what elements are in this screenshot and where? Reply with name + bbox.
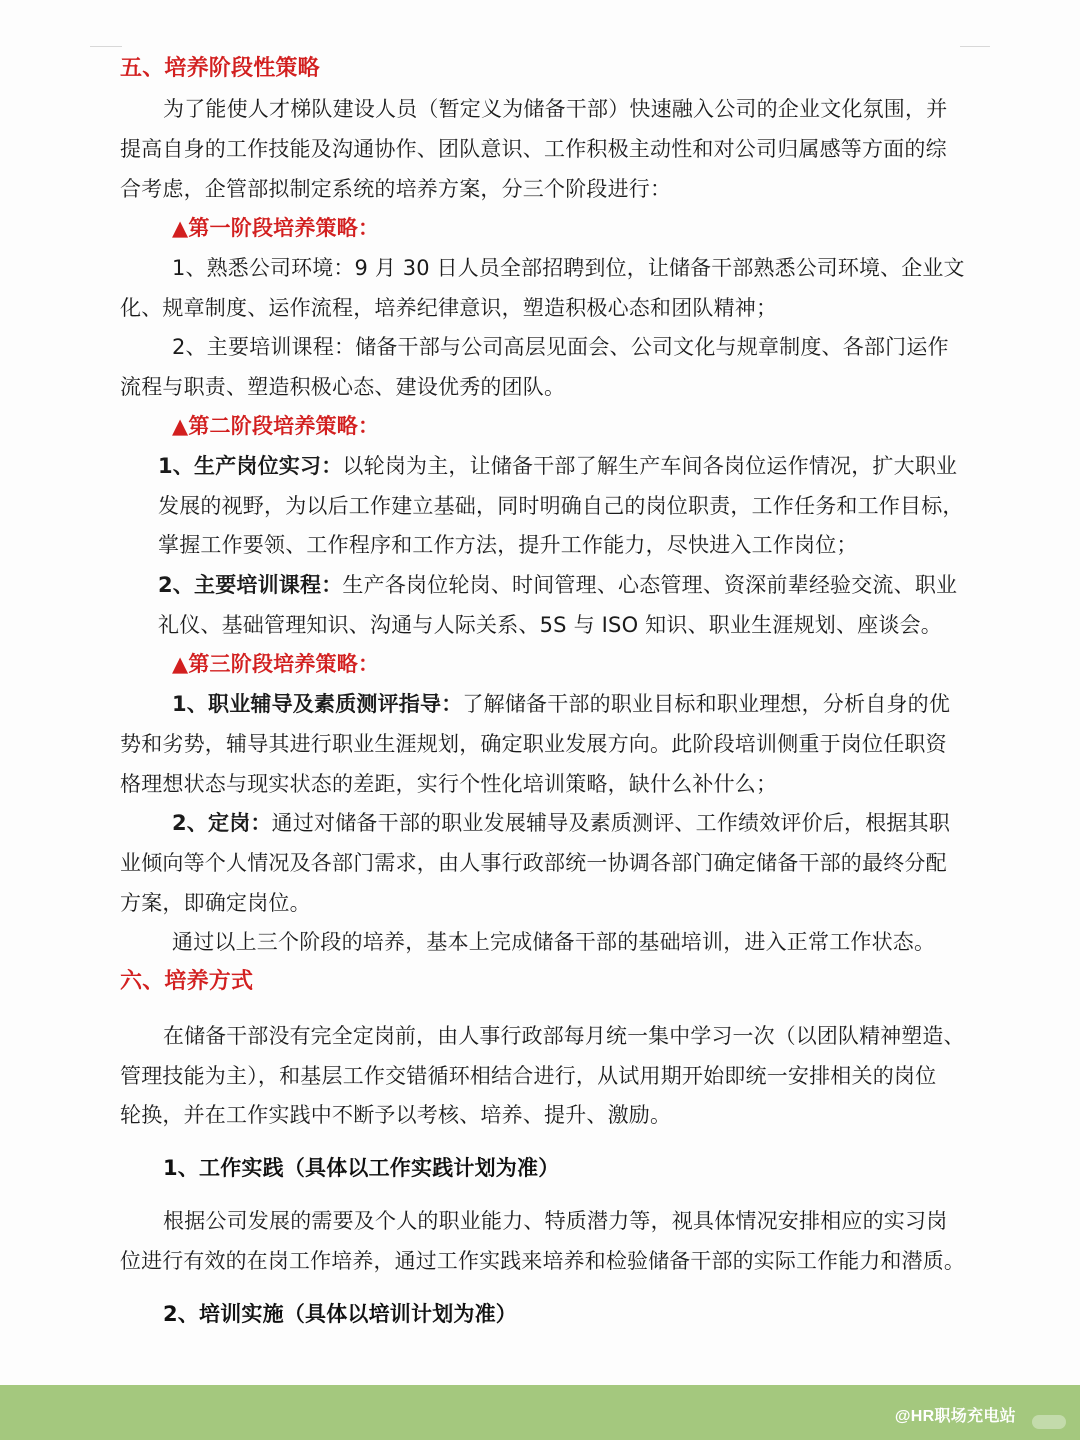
subsection-1-line-2: 位进行有效的在岗工作培养，通过工作实践来培养和检验储备干部的实际工作能力和潜质。: [120, 1249, 966, 1273]
stage-3-item-1-text: 了解储备干部的职业目标和职业理想，分析自身的优: [462, 692, 951, 716]
stage-2-item-1-label: 1、生产岗位实习：: [158, 454, 343, 478]
top-rule-left: [90, 46, 122, 47]
subsection-1-title: 1、工作实践（具体以工作实践计划为准）: [163, 1156, 560, 1180]
section-6-intro-line-3: 轮换，并在工作实践中不断予以考核、培养、提升、激励。: [120, 1103, 672, 1127]
stage-2-item-1-line-2: 发展的视野，为以后工作建立基础，同时明确自己的岗位职责，工作任务和工作目标，: [158, 494, 964, 518]
section-5-intro-line-1: 为了能使人才梯队建设人员（暂定义为储备干部）快速融入公司的企业文化氛围，并: [163, 97, 948, 121]
watermark-text: @HR职场充电站: [894, 1408, 1016, 1425]
footer-pill-decoration: [1032, 1415, 1066, 1429]
stage-1-item-2-line-1: 2、主要培训课程：储备干部与公司高层见面会、公司文化与规章制度、各部门运作: [172, 335, 949, 359]
subsection-2-title: 2、培训实施（具体以培训计划为准）: [163, 1302, 518, 1326]
stage-1-title: ▲第一阶段培养策略：: [172, 216, 380, 240]
section-5-summary: 通过以上三个阶段的培养，基本上完成储备干部的基础培训，进入正常工作状态。: [172, 930, 936, 954]
stage-3-item-1-label: 1、职业辅导及素质测评指导：: [172, 692, 463, 716]
stage-3-item-2-line-2: 业倾向等个人情况及各部门需求，由人事行政部统一协调各部门确定储备干部的最终分配: [120, 851, 947, 875]
stage-1-item-1-line-1: 1、熟悉公司环境：9 月 30 日人员全部招聘到位，让储备干部熟悉公司环境、企业文: [172, 256, 965, 280]
stage-3-item-2-text: 通过对储备干部的职业发展辅导及素质测评、工作绩效评价后，根据其职: [271, 811, 951, 835]
stage-3-title: ▲第三阶段培养策略：: [172, 652, 380, 676]
footer-bar: [0, 1385, 1080, 1440]
section-5-title: 五、培养阶段性策略: [120, 56, 320, 81]
section-5-intro-line-3: 合考虑，企管部拟制定系统的培养方案，分三个阶段进行：: [120, 177, 672, 201]
stage-2-item-2-text: 生产各岗位轮岗、时间管理、心态管理、资深前辈经验交流、职业: [342, 573, 958, 597]
section-6-intro-line-1: 在储备干部没有完全定岗前，由人事行政部每月统一集中学习一次（以团队精神塑造、: [163, 1024, 965, 1048]
stage-2-title: ▲第二阶段培养策略：: [172, 414, 380, 438]
section-5-intro-line-2: 提高自身的工作技能及沟通协作、团队意识、工作积极主动性和对公司归属感等方面的综: [120, 137, 947, 161]
stage-3-item-1-line-2: 势和劣势，辅导其进行职业生涯规划，确定职业发展方向。此阶段培训侧重于岗位任职资: [120, 732, 947, 756]
section-6-title: 六、培养方式: [120, 969, 254, 994]
section-6-intro-line-2: 管理技能为主），和基层工作交错循环相结合进行，从试用期开始即统一安排相关的岗位: [120, 1064, 937, 1088]
stage-2-item-2-label: 2、主要培训课程：: [158, 573, 343, 597]
stage-3-item-2-label: 2、定岗：: [172, 811, 272, 835]
stage-1-item-2-line-2: 流程与职责、塑造积极心态、建设优秀的团队。: [120, 375, 566, 399]
stage-2-item-2-line-2: 礼仪、基础管理知识、沟通与人际关系、5S 与 ISO 知识、职业生涯规划、座谈会。: [158, 613, 942, 637]
stage-2-item-1-line-1: [158, 451, 957, 481]
stage-3-item-2-line-3: 方案，即确定岗位。: [120, 891, 311, 915]
stage-2-item-2-line-1: [158, 570, 957, 600]
top-rule-right: [960, 46, 990, 47]
stage-2-item-1-line-3: 掌握工作要领、工作程序和工作方法，提升工作能力，尽快进入工作岗位；: [158, 533, 858, 557]
stage-3-item-2-line-1: [172, 808, 950, 838]
stage-1-item-1-line-2: 化、规章制度、运作流程，培养纪律意识，塑造积极心态和团队精神；: [120, 296, 778, 320]
stage-3-item-1-line-1: [172, 689, 950, 719]
stage-2-item-1-text: 以轮岗为主，让储备干部了解生产车间各岗位运作情况，扩大职业: [342, 454, 958, 478]
stage-3-item-1-line-3: 格理想状态与现实状态的差距，实行个性化培训策略，缺什么补什么；: [120, 772, 778, 796]
subsection-1-line-1: 根据公司发展的需要及个人的职业能力、特质潜力等，视具体情况安排相应的实习岗: [163, 1209, 948, 1233]
